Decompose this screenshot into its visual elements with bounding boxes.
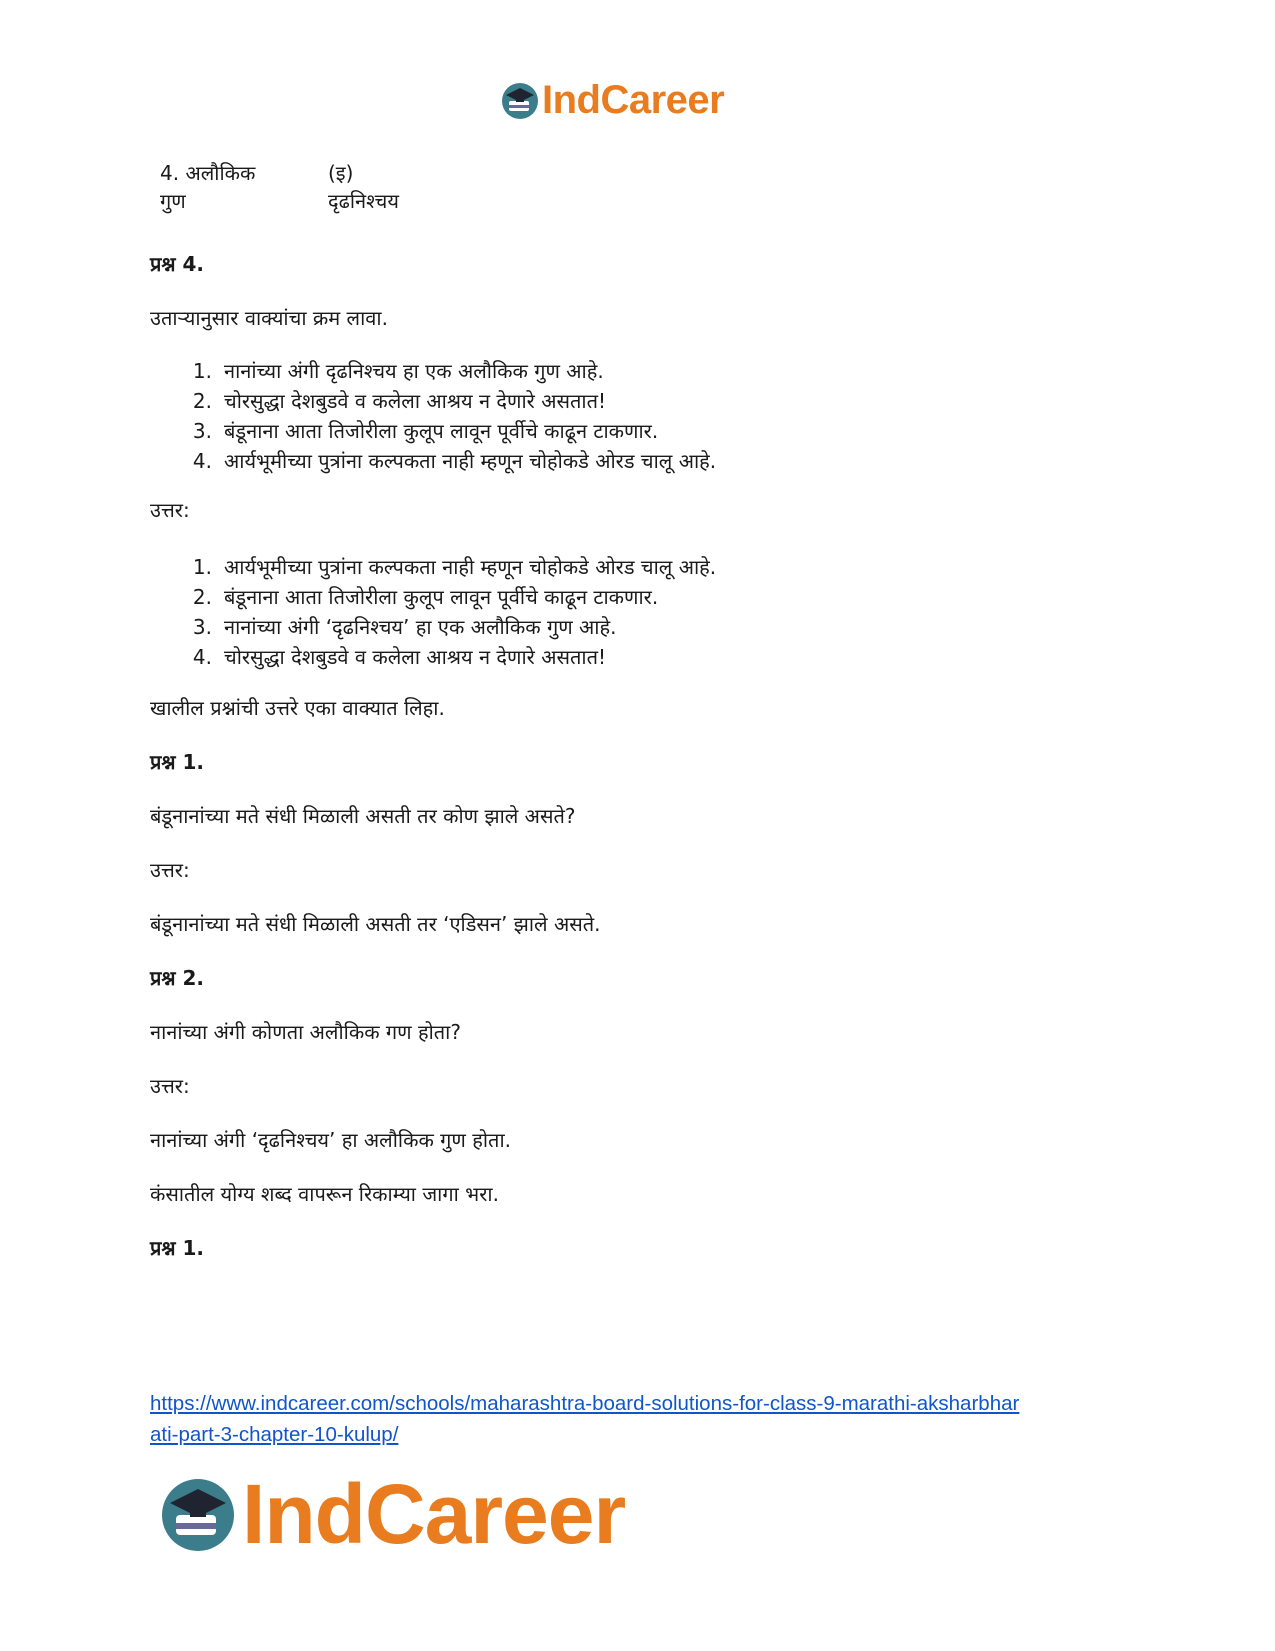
question-1-label: प्रश्न 1. — [150, 750, 204, 774]
source-url-line2[interactable]: ati-part-3-chapter-10-kulup/ — [150, 1423, 399, 1446]
list-item: 3. नानांच्या अंगी ‘दृढनिश्चय’ हा एक अलौकिक गुण आहे. — [192, 615, 617, 639]
question-fill-1-label: प्रश्न 1. — [150, 1236, 204, 1260]
question-1-answer-label: उत्तर: — [150, 858, 190, 882]
match-left-line2: गुण — [160, 189, 186, 213]
question-2-answer: नानांच्या अंगी ‘दृढनिश्चय’ हा अलौकिक गुण होता. — [150, 1128, 511, 1152]
question-2-label: प्रश्न 2. — [150, 966, 204, 990]
source-url-link[interactable] — [150, 1388, 1130, 1450]
question-1-text: बंडूनानांच्या मते संधी मिळाली असती तर कोण झाले असते? — [150, 804, 576, 828]
list-item: 1. आर्यभूमीच्या पुत्रांना कल्पकता नाही म्हणून चोहोकडे ओरड चालू आहे. — [192, 555, 717, 579]
graduation-book-icon — [158, 1475, 238, 1555]
section-heading-fill-blanks: कंसातील योग्य शब्द वापरून रिकाम्या जागा भरा. — [150, 1182, 499, 1206]
section-heading-one-sentence: खालील प्रश्नांची उत्तरे एका वाक्यात लिहा. — [150, 696, 445, 720]
list-item: 1. नानांच्या अंगी दृढनिश्चय हा एक अलौकिक गुण आहे. — [192, 359, 604, 383]
question-4-answer-label: उत्तर: — [150, 498, 190, 522]
question-4-answer-list — [150, 552, 716, 672]
question-2-text: नानांच्या अंगी कोणता अलौकिक गण होता? — [150, 1020, 461, 1044]
list-item: 4. आर्यभूमीच्या पुत्रांना कल्पकता नाही म्हणून चोहोकडे ओरड चालू आहे. — [192, 449, 717, 473]
graduation-book-icon — [500, 81, 540, 121]
indcareer-logo-top — [500, 78, 724, 123]
list-item: 2. बंडूनाना आता तिजोरीला कुलूप लावून पूर्वीचे काढून टाकणार. — [192, 585, 659, 609]
match-right-line1: (इ) — [328, 161, 354, 185]
logo-wordmark: IndCareer — [242, 1467, 626, 1561]
question-4-label: प्रश्न 4. — [150, 252, 204, 276]
match-left-line1: 4. अलौकिक — [160, 161, 256, 185]
question-2-answer-label: उत्तर: — [150, 1074, 190, 1098]
indcareer-logo-bottom — [158, 1466, 625, 1563]
question-4-list — [150, 356, 716, 476]
list-item: 4. चोरसुद्धा देशबुडवे व कलेला आश्रय न देणारे असतात! — [192, 645, 607, 669]
question-4-instruction: उताऱ्यानुसार वाक्यांचा क्रम लावा. — [150, 306, 388, 330]
question-1-answer: बंडूनानांच्या मते संधी मिळाली असती तर ‘एडिसन’ झाले असते. — [150, 912, 601, 936]
match-right-line2: दृढनिश्चय — [328, 189, 399, 213]
list-item: 2. चोरसुद्धा देशबुडवे व कलेला आश्रय न देणारे असतात! — [192, 389, 607, 413]
list-item: 3. बंडूनाना आता तिजोरीला कुलूप लावून पूर्वीचे काढून टाकणार. — [192, 419, 659, 443]
logo-wordmark: IndCareer — [542, 78, 725, 122]
source-url-line1[interactable]: https://www.indcareer.com/schools/maharashtra-board-solutions-for-class-9-marathi-aksharbhar — [150, 1392, 1020, 1415]
